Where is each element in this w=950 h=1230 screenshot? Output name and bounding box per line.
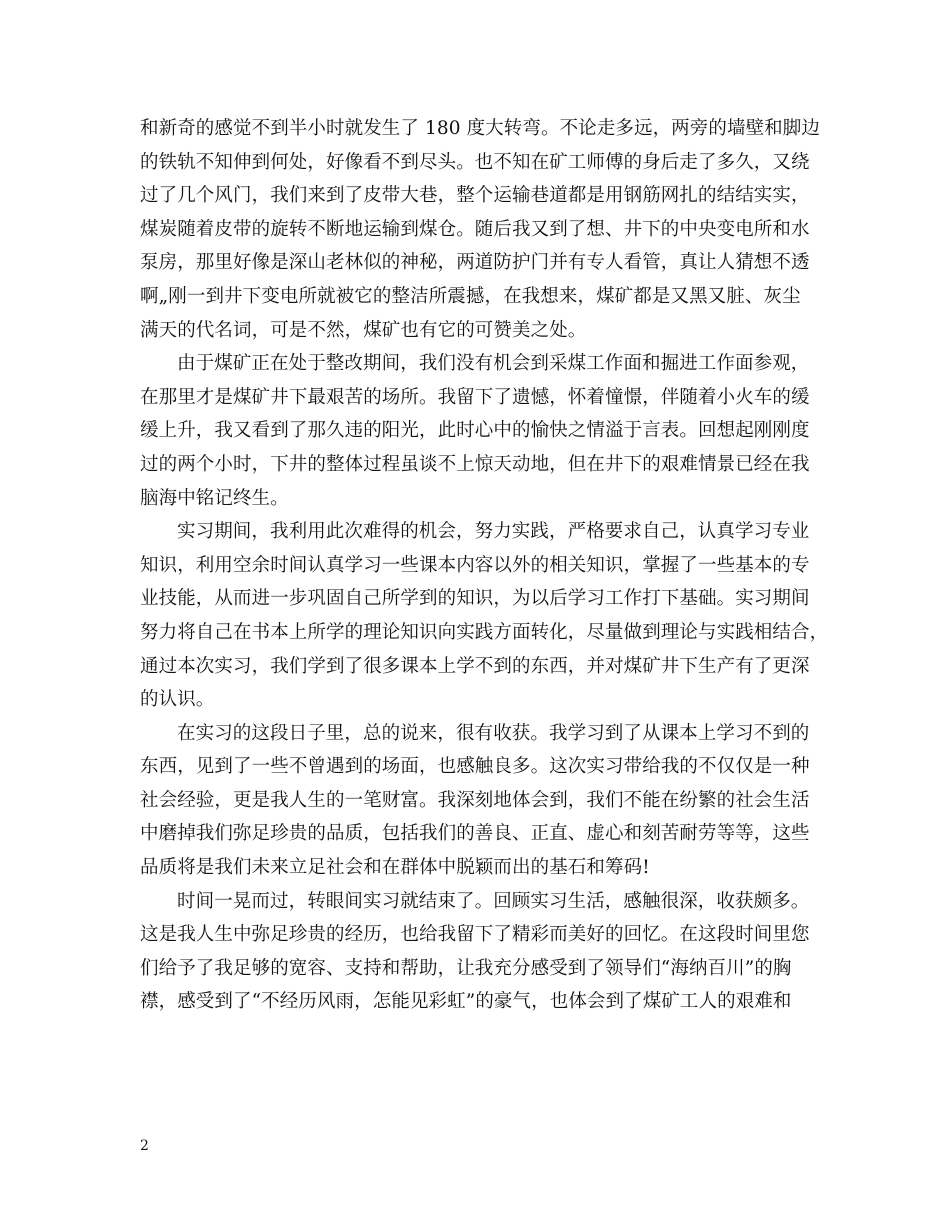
text-line: 通过本次实习，我们学到了很多课本上学不到的东西，并对煤矿井下生产有了更深	[140, 655, 810, 677]
text-line: 在实习的这段日子里，总的说来，很有收获。我学习到了从课本上学习不到的	[177, 722, 810, 744]
text-line: 品质将是我们未来立足社会和在群体中脱颖而出的基石和筹码!	[140, 857, 650, 879]
text-line: 社会经验，更是我人生的一笔财富。我深刻地体会到，我们不能在纷繁的社会生活	[140, 789, 810, 811]
text-line: 在那里才是煤矿井下最艰苦的场所。我留下了遗憾，怀着憧憬，伴随着小火车的缓	[140, 386, 810, 408]
paragraph	[140, 112, 820, 347]
text-line: 由于煤矿正在处于整改期间，我们没有机会到采煤工作面和掘进工作面参观，	[177, 353, 810, 375]
page-number: 2	[140, 1138, 149, 1154]
text-line: 和新奇的感觉不到半小时就发生了 180 度大转弯。不论走多远，两旁的墙壁和脚边	[140, 118, 820, 139]
text-line: 时间一晃而过，转眼间实习就结束了。回顾实习生活，感触很深，收获颇多。	[177, 890, 810, 912]
text-line: 们给予了我足够的宽容、支持和帮助，让我充分感受到了领导们“海纳百川”的胸	[140, 957, 792, 979]
text-line: 满天的代名词，可是不然，煤矿也有它的可赞美之处。	[140, 319, 587, 341]
text-line: 煤炭随着皮带的旋转不断地运输到煤仓。随后我又到了想、井下的中央变电所和水	[140, 218, 810, 240]
text-line: 东西，见到了一些不曾遇到的场面，也感触良多。这次实习带给我的不仅仅是一种	[140, 756, 810, 778]
text-line: 知识，利用空余时间认真学习一些课本内容以外的相关知识，掌握了一些基本的专	[140, 554, 810, 576]
text-line: 过的两个小时，下井的整体过程虽谈不上惊天动地，但在井下的艰难情景已经在我	[140, 453, 810, 475]
text-line: 实习期间，我利用此次难得的机会，努力实践，严格要求自己，认真学习专业	[177, 521, 810, 543]
text-line: 的认识。	[140, 689, 215, 711]
text-line: 过了几个风门，我们来到了皮带大巷，整个运输巷道都是用钢筋网扎的结结实实，	[140, 185, 810, 207]
paragraph	[140, 885, 814, 1019]
text-line: 努力将自己在书本上所学的理论知识向实践方面转化，尽量做到理论与实践相结合，	[140, 621, 829, 643]
body-text	[140, 112, 829, 1019]
text-line: 啊„刚一到井下变电所就被它的整洁所震撼，在我想来，煤矿都是又黑又脏、灰尘	[140, 285, 801, 307]
text-line: 中磨掉我们弥足珍贵的品质，包括我们的善良、正直、虚心和刻苦耐劳等等，这些	[140, 823, 810, 845]
text-line: 缓上升，我又看到了那久违的阳光，此时心中的愉快之情溢于言表。回想起刚刚度	[140, 420, 810, 442]
paragraph	[140, 515, 829, 717]
text-line: 脑海中铭记终生。	[140, 487, 289, 509]
text-line: 业技能，从而进一步巩固自己所学到的知识，为以后学习工作打下基础。实习期间	[140, 588, 810, 610]
paragraph	[140, 347, 814, 515]
text-line: 这是我人生中弥足珍贵的经历，也给我留下了精彩而美好的回忆。在这段时间里您	[140, 924, 810, 946]
text-line: 的铁轨不知伸到何处，好像看不到尽头。也不知在矿工师傅的身后走了多久，又绕	[140, 151, 810, 173]
paragraph	[140, 717, 814, 885]
text-line: 泵房，那里好像是深山老林似的神秘，两道防护门并有专人看管，真让人猜想不透	[140, 252, 810, 274]
text-line: 襟，感受到了“不经历风雨，怎能见彩虹”的豪气，也体会到了煤矿工人的艰难和	[140, 991, 792, 1013]
